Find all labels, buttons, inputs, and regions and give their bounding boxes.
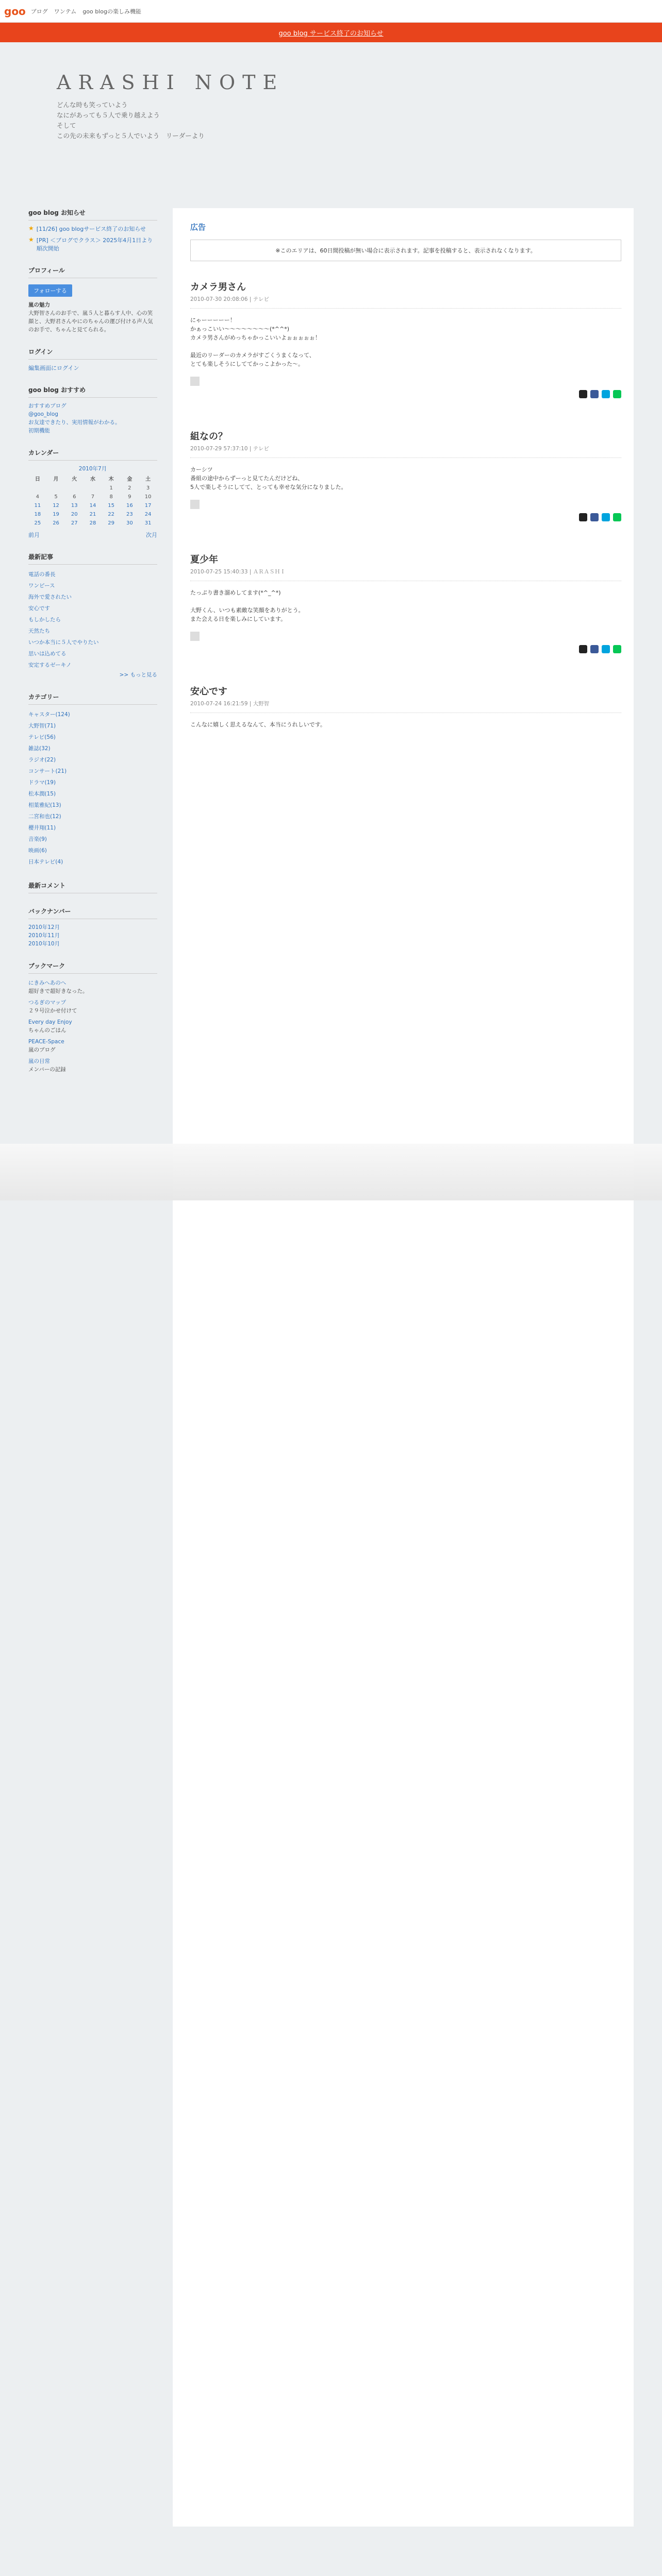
calendar-cell: 7 (91, 494, 95, 500)
calendar-cell (47, 484, 65, 493)
calendar-cell[interactable]: 17 (144, 503, 152, 509)
bookmark-box (28, 961, 157, 1076)
recommend-item-1[interactable]: おすすめブログ (28, 403, 67, 409)
twitter-icon[interactable] (579, 513, 587, 521)
follow-button[interactable]: フォローする (28, 284, 72, 297)
share-buttons (190, 513, 621, 521)
category-item-9[interactable]: 相葉雅紀(13) (28, 802, 61, 808)
hatena-icon[interactable] (602, 513, 610, 521)
bookmark-link-1[interactable]: にきみへあのへ (28, 980, 67, 986)
top-link-item[interactable]: ワンテム (54, 8, 77, 15)
profile-title: プロフィール (28, 266, 157, 278)
notice-item-2[interactable] (28, 236, 157, 252)
calendar-cell (84, 484, 102, 493)
bookmark-desc-3: ちゃんのごはん (28, 1027, 67, 1033)
category-item-14[interactable]: 日本テレビ(4) (28, 859, 63, 865)
bookmark-link-4[interactable]: PEACE-Space (28, 1039, 64, 1045)
bookmark-desc-5: メンバーの記録 (28, 1066, 66, 1073)
notice-item-1[interactable] (28, 225, 157, 233)
comment-box (28, 881, 157, 893)
category-item-5[interactable]: ラジオ(22) (28, 757, 56, 763)
entry-meta: 2010-07-30 20:08:06 | テレビ (190, 295, 621, 309)
recent-item-7[interactable]: いつか本当に５人でやりたい (28, 639, 99, 646)
entry-title[interactable]: カメラ男さん (190, 282, 246, 293)
bookmark-link-5[interactable]: 嵐の日常 (28, 1058, 50, 1064)
category-item-3[interactable]: テレビ(56) (28, 734, 56, 740)
login-title: ログイン (28, 347, 157, 360)
calendar-cell[interactable]: 14 (89, 503, 96, 509)
login-box (28, 347, 157, 372)
share-buttons (190, 390, 621, 398)
entry-title[interactable]: 夏少年 (190, 554, 218, 565)
recent-item-3[interactable]: 海外で愛されたい (28, 594, 72, 600)
notice-title: goo blog お知らせ (28, 208, 157, 221)
site-description: どんな時も笑っていよう なにがあっても５人で乗り越えよう そして この先の未来もずっと５人でいよう リーダーより (57, 101, 205, 140)
calendar-cell[interactable]: 23 (126, 512, 133, 517)
bookmark-title: ブックマーク (28, 961, 157, 974)
calendar-cell[interactable]: 13 (71, 503, 78, 509)
twitter-icon[interactable] (579, 645, 587, 653)
calendar-cell (28, 484, 47, 493)
calendar-cell[interactable]: 25 (34, 520, 41, 526)
calendar-cell[interactable]: 11 (34, 503, 41, 509)
entry-2 (190, 429, 621, 521)
facebook-icon[interactable] (590, 513, 599, 521)
line-icon[interactable] (613, 645, 621, 653)
calendar-cell: 8 (109, 494, 113, 500)
calendar-cell: 6 (73, 494, 76, 500)
entry-4 (190, 684, 621, 729)
category-item-6[interactable]: コンサート(21) (28, 768, 67, 774)
entry-1 (190, 280, 621, 398)
main-content (173, 208, 634, 2527)
calendar-day: 水 (90, 477, 95, 482)
calendar-cell[interactable]: 20 (71, 512, 78, 517)
page-fade-overlay (0, 1144, 662, 1200)
backnumber-item-1[interactable]: 2010年12月 (28, 924, 60, 930)
calendar-cell[interactable]: 19 (53, 512, 59, 517)
entry-meta: 2010-07-29 57:37:10 | テレビ (190, 445, 621, 458)
recommend-item-4[interactable]: 初期機能 (28, 428, 50, 434)
category-title: カテゴリー (28, 692, 157, 705)
category-item-2[interactable]: 大野智(71) (28, 723, 56, 729)
twitter-icon[interactable] (579, 390, 587, 398)
calendar-cell[interactable]: 18 (34, 512, 41, 517)
calendar-cell[interactable]: 26 (53, 520, 59, 526)
site-header (0, 42, 662, 208)
service-end-link[interactable]: goo blog サービス終了のお知らせ (278, 29, 384, 38)
recent-item-1[interactable]: 電話の番長 (28, 571, 56, 578)
recent-title: 最新記事 (28, 552, 157, 565)
category-box (28, 692, 157, 868)
recommend-title: goo blog おすすめ (28, 385, 157, 398)
entry-meta: 2010-07-25 15:40:33 | ＡＲＡＳＨＩ (190, 568, 621, 581)
backnumber-box (28, 907, 157, 948)
top-bar (0, 0, 662, 23)
top-link-blog[interactable]: ブログ (30, 8, 48, 15)
profile-text: 大野智さんのお手で、嵐５人と暮らす人中、心の笑顔と、大野君さんやにのちゃんの運び付ける声人気のお手で、ちゃんと見てられる。 (28, 310, 153, 333)
backnumber-item-3[interactable]: 2010年10月 (28, 941, 60, 947)
calendar-cell: 2 (128, 485, 131, 491)
top-link-features[interactable]: goo blogの楽しみ機能 (82, 8, 141, 15)
recommend-item-2[interactable]: @goo_blog (28, 411, 58, 417)
service-end-banner[interactable] (0, 23, 662, 42)
calendar-day: 火 (72, 477, 77, 482)
calendar-title: カレンダー (28, 448, 157, 461)
login-link[interactable]: 編集画面にログイン (28, 365, 79, 371)
bookmark-desc-1: 超好きで超好きなった。 (28, 988, 88, 994)
hatena-icon[interactable] (602, 390, 610, 398)
category-item-13[interactable]: 映画(6) (28, 848, 47, 854)
recent-item-9[interactable]: 安定するゼーキノ (28, 662, 72, 668)
recent-item-2[interactable]: ワンピース (28, 583, 55, 589)
recent-item-4[interactable]: 安心です (28, 605, 50, 612)
calendar-box (28, 448, 157, 539)
line-icon[interactable] (613, 513, 621, 521)
bookmark-link-2[interactable]: つるぎのマップ (28, 999, 67, 1006)
calendar-day: 土 (145, 477, 151, 482)
category-item-7[interactable]: ドラマ(19) (28, 779, 56, 786)
backnumber-title: バックナンバー (28, 907, 157, 919)
calendar-cell[interactable]: 27 (71, 520, 78, 526)
comment-title: 最新コメント (28, 881, 157, 893)
calendar-cell (65, 484, 84, 493)
facebook-icon[interactable] (590, 390, 599, 398)
calendar-cell[interactable]: 24 (144, 512, 152, 517)
calendar-table (28, 473, 157, 528)
calendar-prev[interactable]: 前月 (28, 532, 40, 538)
notice-link-1[interactable]: [11/26] goo blogサービス終了のお知らせ (36, 226, 146, 232)
entry-title[interactable]: 安心です (190, 686, 227, 697)
hatena-icon[interactable] (602, 645, 610, 653)
calendar-cell[interactable]: 16 (126, 503, 133, 509)
bookmark-desc-2: ２９号泣かせ付けて (28, 1008, 77, 1014)
entry-body: にゃーーーーー！ かぁっこいい〜〜〜〜〜〜〜〜(*^^*) カメラ男さんがめっちゃかっこいいよぉぉぉぉぉ！ 最近のリーダーのカメラがすごくうまくなって、 とても楽しそうにしててかっこよかった〜。 (190, 317, 321, 367)
profile-name: 嵐の魅力 (28, 302, 50, 308)
calendar-cell: 1 (109, 485, 113, 491)
calendar-cell[interactable]: 21 (89, 512, 96, 517)
recent-item-6[interactable]: 天然たち (28, 628, 50, 634)
share-buttons (190, 645, 621, 653)
profile-box (28, 266, 157, 334)
entry-body: たっぷり書き溜めしてます(*^_^*) 大野くん、いつも素敵な笑顔をありがとう。 また会える日を楽しみにしています。 (190, 589, 304, 622)
calendar-cell: 5 (54, 494, 58, 500)
bookmark-desc-4: 嵐のブログ (28, 1047, 56, 1053)
entry-3 (190, 552, 621, 653)
star-icon: ★ (28, 225, 34, 232)
facebook-icon[interactable] (590, 645, 599, 653)
calendar-cell[interactable]: 31 (144, 520, 152, 526)
broken-image-icon (190, 377, 200, 386)
bookmark-link-3[interactable]: Every day Enjoy (28, 1019, 72, 1025)
category-item-12[interactable]: 音楽(9) (28, 836, 47, 842)
ad-heading: 広告 (190, 223, 206, 232)
recent-item-8[interactable]: 思いは込めてる (28, 651, 67, 657)
goo-logo[interactable]: goo (4, 5, 26, 18)
recent-item-5[interactable]: もしかしたら (28, 617, 61, 623)
calendar-cell: 9 (128, 494, 131, 500)
entry-body: カーシツ 番組の途中からずーっと見てたんだけどね、 5人で楽しそうにしてて、とっても幸せな気分になりました。 (190, 466, 347, 490)
recent-box (28, 552, 157, 679)
notice-box (28, 208, 157, 252)
calendar-cell: 4 (36, 494, 40, 500)
calendar-day: 月 (53, 477, 59, 482)
category-item-1[interactable]: キャスター(124) (28, 711, 70, 718)
calendar-cell: 3 (146, 485, 150, 491)
entry-body: こんなに嬉しく思えるなんて、本当にうれしいです。 (190, 721, 326, 728)
calendar-cell: 10 (144, 494, 152, 500)
category-item-10[interactable]: 二宮和也(12) (28, 814, 61, 820)
calendar-day: 金 (127, 477, 133, 482)
calendar-day: 日 (35, 477, 40, 482)
broken-image-icon (190, 500, 200, 509)
sidebar (28, 208, 157, 1089)
star-icon: ★ (28, 236, 34, 243)
recent-more-link[interactable]: >> もっと見る (119, 672, 157, 678)
site-title[interactable]: ARASHI NOTE (57, 71, 285, 94)
calendar-cell[interactable]: 28 (89, 520, 96, 526)
category-item-4[interactable]: 雑誌(32) (28, 745, 51, 752)
category-item-8[interactable]: 松本潤(15) (28, 791, 56, 797)
calendar-cell[interactable]: 29 (108, 520, 115, 526)
backnumber-item-2[interactable]: 2010年11月 (28, 933, 60, 939)
line-icon[interactable] (613, 390, 621, 398)
broken-image-icon (190, 632, 200, 641)
entry-meta: 2010-07-24 16:21:59 | 大野智 (190, 700, 621, 713)
calendar-month: 2010年7月 (78, 466, 107, 472)
ad-notice: ※このエリアは、60日間投稿が無い場合に表示されます。記事を投稿すると、表示されなくなります。 (190, 240, 621, 261)
calendar-next[interactable]: 次月 (146, 532, 157, 538)
calendar-day: 木 (108, 477, 114, 482)
recommend-box (28, 385, 157, 435)
calendar-cell[interactable]: 12 (53, 503, 59, 509)
recommend-item-3[interactable]: お友達できたり、実用情報がわかる。 (28, 419, 121, 426)
category-item-11[interactable]: 櫻井翔(11) (28, 825, 56, 831)
entry-title[interactable]: 組なの？ (190, 431, 227, 442)
notice-link-2[interactable]: [PR] ＜ブログでクラス＞ 2025年4月1日より順次開始 (36, 237, 153, 252)
calendar-cell[interactable]: 15 (108, 503, 115, 509)
calendar-cell[interactable]: 30 (126, 520, 133, 526)
calendar-cell[interactable]: 22 (108, 512, 115, 517)
